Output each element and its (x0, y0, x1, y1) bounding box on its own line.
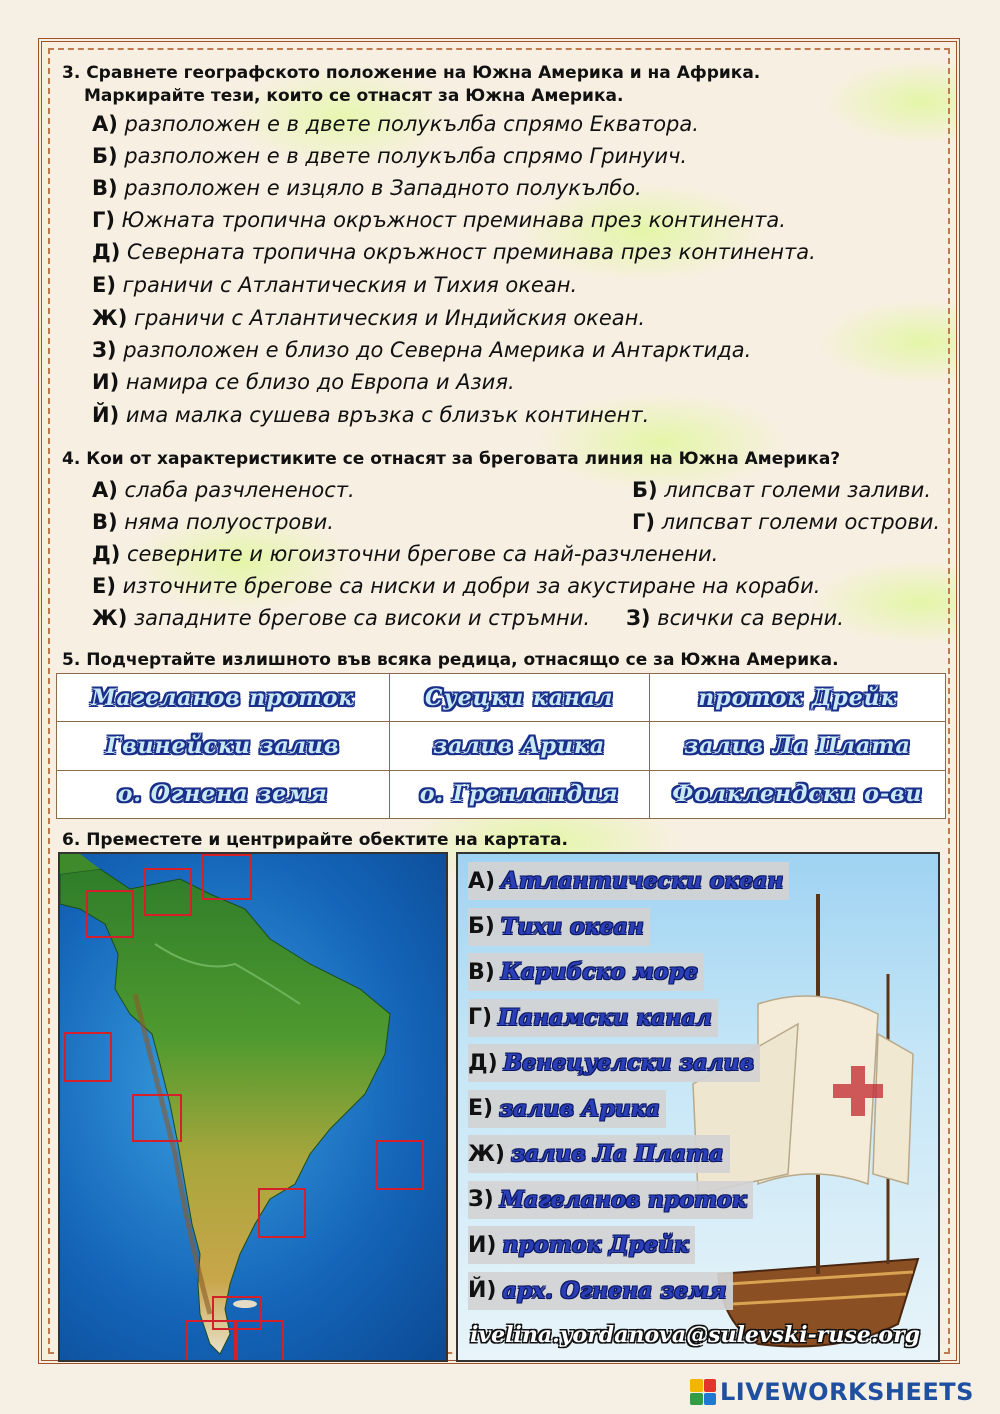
draggable-label[interactable] (468, 1090, 666, 1128)
drop-zone[interactable] (258, 1188, 306, 1238)
draggable-label[interactable] (468, 862, 789, 900)
q4-option-a[interactable]: А) слаба разчлененост. (92, 478, 355, 502)
q3-title-line1: 3. Сравнете географското положение на Южна Америка и на Африка. (62, 63, 761, 83)
drop-zone[interactable] (236, 1320, 284, 1362)
q4-option-g[interactable]: Ж) западните брегове са високи и стръмни. (92, 606, 591, 630)
south-america-map (58, 852, 448, 1362)
label-text: Тихи океан (500, 913, 644, 940)
q3-option[interactable]: В) разположен е изцяло в Западното полукълбо. (92, 176, 642, 200)
label-text: Карибско море (500, 959, 698, 985)
table-row (57, 770, 946, 818)
q5-cell[interactable]: проток Дрейк (649, 674, 945, 722)
draggable-label[interactable] (468, 999, 718, 1037)
drop-zone[interactable] (132, 1094, 182, 1142)
q3-option[interactable]: Г) Южната тропична окръжност преминава през континента. (92, 208, 786, 232)
label-text: залив Арика (499, 1095, 661, 1122)
table-row (57, 722, 946, 770)
q3-title-line2: Маркирайте тези, които се отнасят за Южна Америка. (84, 86, 624, 106)
logo-cubes-icon (690, 1379, 716, 1405)
draggable-label[interactable] (468, 1181, 753, 1219)
q3-option[interactable]: Ж) граничи с Атлантическия и Индийския океан. (92, 306, 646, 330)
q5-cell[interactable]: Фолклендски о-ви (649, 770, 945, 818)
drop-zone[interactable] (376, 1140, 424, 1190)
q5-title: 5. Подчертайте излишното във всяка редица, отнасящо се за Южна Америка. (62, 650, 839, 670)
label-text: Магеланов проток (499, 1186, 747, 1213)
label-letter: Г) (468, 1005, 493, 1030)
table-row (57, 674, 946, 722)
author-email: ivelina.yordanova@sulevski-ruse.org (470, 1322, 921, 1348)
q3-option[interactable]: Д) Северната тропична окръжност преминава през континента. (92, 240, 816, 264)
q3-option[interactable]: Б) разположен е в двете полукълба спрямо Гринуич. (92, 144, 688, 168)
drop-zone[interactable] (144, 868, 192, 916)
drop-zone[interactable] (86, 890, 134, 938)
draggable-label[interactable] (468, 1044, 760, 1082)
labels-panel (456, 852, 940, 1362)
label-letter: И) (468, 1232, 497, 1258)
drop-zone[interactable] (64, 1032, 112, 1082)
q5-cell[interactable]: Суецки канал (389, 674, 649, 722)
liveworksheets-logo (690, 1376, 974, 1408)
label-letter: В) (468, 959, 495, 985)
q4-title: 4. Кои от характеристиките се отнасят за бреговата линия на Южна Америка? (62, 449, 841, 469)
q5-cell[interactable]: залив Ла Плата (649, 722, 945, 770)
label-text: Панамски канал (498, 1004, 712, 1031)
q5-cell[interactable]: о. Гренландия (389, 770, 649, 818)
label-text: Венецуелски залив (503, 1050, 754, 1076)
label-letter: Й) (468, 1278, 497, 1303)
q4-option-d[interactable]: Г) липсват големи острови. (632, 510, 941, 534)
drop-zone[interactable] (202, 854, 252, 900)
q5-table (56, 673, 946, 819)
q5-cell[interactable]: залив Арика (389, 722, 649, 770)
label-text: залив Ла Плата (511, 1141, 724, 1167)
draggable-label[interactable] (468, 1135, 730, 1173)
q3-option[interactable]: И) намира се близо до Европа и Азия. (92, 370, 515, 394)
label-letter: Ж) (468, 1141, 505, 1167)
q5-cell[interactable]: Гвинейски залив (57, 722, 390, 770)
label-letter: З) (468, 1187, 494, 1212)
q5-cell[interactable]: Магеланов проток (57, 674, 390, 722)
q4-option-b[interactable]: Б) липсват големи заливи. (632, 478, 931, 502)
label-letter: А) (468, 868, 496, 894)
label-letter: Д) (468, 1050, 498, 1076)
q4-option-f[interactable]: Е) източните брегове са ниски и добри за акустиране на кораби. (92, 574, 821, 598)
q3-option[interactable]: З) разположен е близо до Северна Америка и Антарктида. (92, 338, 752, 362)
logo-text: LIVEWORKSHEETS (720, 1378, 974, 1406)
drop-zone[interactable] (186, 1320, 236, 1362)
draggable-label[interactable] (468, 1272, 733, 1310)
q4-option-c[interactable]: В) няма полуострови. (92, 510, 334, 534)
label-text: Атлантически океан (501, 868, 784, 894)
q5-cell[interactable]: о. Огнена земя (57, 770, 390, 818)
draggable-label[interactable] (468, 953, 704, 991)
label-letter: Б) (468, 914, 495, 939)
label-letter: Е) (468, 1096, 494, 1121)
draggable-label[interactable] (468, 1226, 695, 1264)
q3-option[interactable]: А) разположен е в двете полукълба спрямо Екватора. (92, 112, 699, 136)
q6-title: 6. Преместете и центрирайте обектите на картата. (62, 830, 568, 850)
q3-option[interactable]: Е) граничи с Атлантическия и Тихия океан. (92, 273, 578, 297)
q4-option-h[interactable]: З) всички са верни. (626, 606, 844, 630)
draggable-label[interactable] (468, 908, 650, 946)
label-text: арх. Огнена земя (502, 1277, 727, 1304)
label-text: проток Дрейк (502, 1232, 689, 1258)
q3-option[interactable]: Й) има малка сушева връзка с близък континент. (92, 403, 650, 427)
q4-option-e[interactable]: Д) северните и югоизточни брегове са най-разчленени. (92, 542, 719, 566)
